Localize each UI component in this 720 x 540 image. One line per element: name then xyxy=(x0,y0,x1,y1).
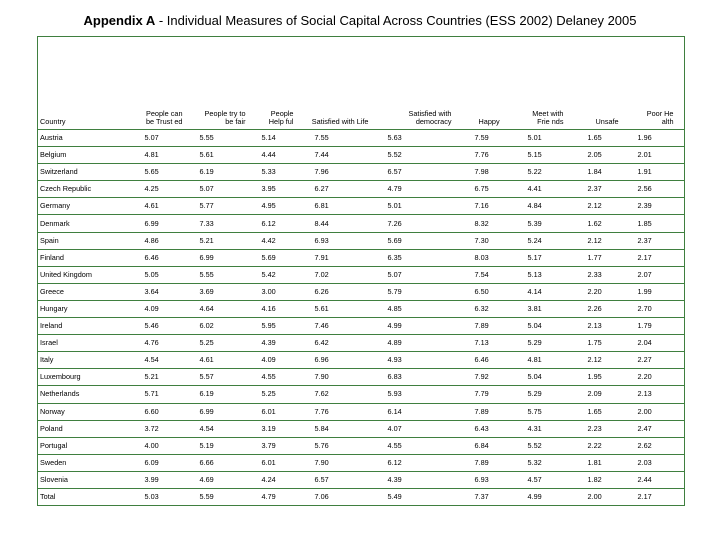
value-cell: 6.09 xyxy=(139,454,194,471)
value-cell: 5.25 xyxy=(194,335,256,352)
table-row xyxy=(38,198,685,215)
table-row xyxy=(38,147,685,164)
value-cell: 6.42 xyxy=(309,335,382,352)
value-cell: 6.46 xyxy=(139,249,194,266)
value-cell: 2.01 xyxy=(632,147,685,164)
value-cell: 1.81 xyxy=(582,454,632,471)
table-row xyxy=(38,232,685,249)
value-cell: 7.06 xyxy=(309,488,382,505)
title-bold: Appendix A xyxy=(83,13,156,28)
table-row xyxy=(38,300,685,317)
value-cell: 6.26 xyxy=(309,283,382,300)
value-cell: 7.13 xyxy=(469,335,522,352)
value-cell: 7.76 xyxy=(469,147,522,164)
country-cell: Switzerland xyxy=(38,164,139,181)
value-cell: 4.81 xyxy=(139,147,194,164)
country-cell: Denmark xyxy=(38,215,139,232)
value-cell: 5.42 xyxy=(256,266,309,283)
value-cell: 2.62 xyxy=(632,437,685,454)
value-cell: 5.05 xyxy=(139,266,194,283)
value-cell: 7.44 xyxy=(309,147,382,164)
value-cell: 5.77 xyxy=(194,198,256,215)
header-poor-health: Poor He alth xyxy=(632,37,685,130)
table-row xyxy=(38,181,685,198)
value-cell: 2.00 xyxy=(632,403,685,420)
value-cell: 2.09 xyxy=(582,386,632,403)
value-cell: 5.65 xyxy=(139,164,194,181)
value-cell: 5.25 xyxy=(256,386,309,403)
value-cell: 4.79 xyxy=(256,488,309,505)
value-cell: 2.05 xyxy=(582,147,632,164)
value-cell: 5.84 xyxy=(309,420,382,437)
page-title xyxy=(0,13,720,28)
value-cell: 5.04 xyxy=(522,369,582,386)
value-cell: 6.99 xyxy=(194,249,256,266)
table-row xyxy=(38,454,685,471)
value-cell: 6.96 xyxy=(309,352,382,369)
value-cell: 2.12 xyxy=(582,352,632,369)
value-cell: 2.12 xyxy=(582,198,632,215)
country-cell: Germany xyxy=(38,198,139,215)
table-row xyxy=(38,318,685,335)
value-cell: 6.19 xyxy=(194,164,256,181)
value-cell: 5.14 xyxy=(256,130,309,147)
header-row xyxy=(38,37,685,130)
value-cell: 6.57 xyxy=(382,164,469,181)
country-cell: Spain xyxy=(38,232,139,249)
value-cell: 5.69 xyxy=(382,232,469,249)
value-cell: 3.99 xyxy=(139,471,194,488)
table-row xyxy=(38,266,685,283)
value-cell: 5.71 xyxy=(139,386,194,403)
value-cell: 5.55 xyxy=(194,130,256,147)
header-trusted: People can be Trust ed xyxy=(139,37,194,130)
value-cell: 4.99 xyxy=(522,488,582,505)
value-cell: 3.95 xyxy=(256,181,309,198)
value-cell: 7.59 xyxy=(469,130,522,147)
value-cell: 4.42 xyxy=(256,232,309,249)
value-cell: 2.37 xyxy=(632,232,685,249)
value-cell: 2.07 xyxy=(632,266,685,283)
value-cell: 5.17 xyxy=(522,249,582,266)
value-cell: 4.69 xyxy=(194,471,256,488)
value-cell: 5.13 xyxy=(522,266,582,283)
value-cell: 1.82 xyxy=(582,471,632,488)
value-cell: 3.64 xyxy=(139,283,194,300)
country-cell: Sweden xyxy=(38,454,139,471)
country-cell: Israel xyxy=(38,335,139,352)
value-cell: 5.63 xyxy=(382,130,469,147)
value-cell: 6.93 xyxy=(309,232,382,249)
table-row xyxy=(38,164,685,181)
value-cell: 4.61 xyxy=(194,352,256,369)
value-cell: 5.22 xyxy=(522,164,582,181)
value-cell: 4.31 xyxy=(522,420,582,437)
country-cell: Portugal xyxy=(38,437,139,454)
value-cell: 7.79 xyxy=(469,386,522,403)
value-cell: 4.89 xyxy=(382,335,469,352)
value-cell: 2.56 xyxy=(632,181,685,198)
country-cell: Greece xyxy=(38,283,139,300)
value-cell: 5.33 xyxy=(256,164,309,181)
value-cell: 7.33 xyxy=(194,215,256,232)
value-cell: 6.93 xyxy=(469,471,522,488)
value-cell: 3.00 xyxy=(256,283,309,300)
value-cell: 2.12 xyxy=(582,232,632,249)
value-cell: 2.47 xyxy=(632,420,685,437)
table-row xyxy=(38,335,685,352)
value-cell: 6.32 xyxy=(469,300,522,317)
country-cell: Netherlands xyxy=(38,386,139,403)
value-cell: 7.02 xyxy=(309,266,382,283)
value-cell: 3.81 xyxy=(522,300,582,317)
value-cell: 4.24 xyxy=(256,471,309,488)
value-cell: 1.91 xyxy=(632,164,685,181)
country-cell: United Kingdom xyxy=(38,266,139,283)
value-cell: 7.92 xyxy=(469,369,522,386)
value-cell: 2.13 xyxy=(632,386,685,403)
value-cell: 1.62 xyxy=(582,215,632,232)
value-cell: 8.44 xyxy=(309,215,382,232)
value-cell: 2.39 xyxy=(632,198,685,215)
value-cell: 4.09 xyxy=(256,352,309,369)
value-cell: 5.76 xyxy=(309,437,382,454)
value-cell: 5.57 xyxy=(194,369,256,386)
value-cell: 5.75 xyxy=(522,403,582,420)
header-meet-friends: Meet with Frie nds xyxy=(522,37,582,130)
value-cell: 5.01 xyxy=(382,198,469,215)
value-cell: 7.89 xyxy=(469,403,522,420)
table-row xyxy=(38,249,685,266)
table-row xyxy=(38,130,685,147)
table-row xyxy=(38,215,685,232)
value-cell: 5.93 xyxy=(382,386,469,403)
value-cell: 5.39 xyxy=(522,215,582,232)
value-cell: 4.44 xyxy=(256,147,309,164)
country-cell: Austria xyxy=(38,130,139,147)
value-cell: 2.17 xyxy=(632,249,685,266)
value-cell: 1.77 xyxy=(582,249,632,266)
value-cell: 4.25 xyxy=(139,181,194,198)
value-cell: 5.01 xyxy=(522,130,582,147)
country-cell: Norway xyxy=(38,403,139,420)
value-cell: 6.99 xyxy=(194,403,256,420)
value-cell: 7.89 xyxy=(469,318,522,335)
value-cell: 7.76 xyxy=(309,403,382,420)
table-row xyxy=(38,283,685,300)
value-cell: 2.27 xyxy=(632,352,685,369)
value-cell: 5.61 xyxy=(309,300,382,317)
table-row xyxy=(38,386,685,403)
value-cell: 7.98 xyxy=(469,164,522,181)
value-cell: 7.26 xyxy=(382,215,469,232)
value-cell: 4.81 xyxy=(522,352,582,369)
country-cell: Total xyxy=(38,488,139,505)
value-cell: 7.55 xyxy=(309,130,382,147)
country-cell: Finland xyxy=(38,249,139,266)
header-democracy: Satisfied with democracy xyxy=(382,37,469,130)
value-cell: 5.52 xyxy=(522,437,582,454)
value-cell: 6.01 xyxy=(256,403,309,420)
value-cell: 1.65 xyxy=(582,403,632,420)
value-cell: 4.39 xyxy=(382,471,469,488)
value-cell: 2.70 xyxy=(632,300,685,317)
value-cell: 4.07 xyxy=(382,420,469,437)
value-cell: 4.55 xyxy=(382,437,469,454)
value-cell: 3.19 xyxy=(256,420,309,437)
value-cell: 6.57 xyxy=(309,471,382,488)
header-helpful: People Help ful xyxy=(256,37,309,130)
value-cell: 6.46 xyxy=(469,352,522,369)
value-cell: 1.96 xyxy=(632,130,685,147)
value-cell: 2.23 xyxy=(582,420,632,437)
value-cell: 3.79 xyxy=(256,437,309,454)
value-cell: 5.24 xyxy=(522,232,582,249)
value-cell: 5.04 xyxy=(522,318,582,335)
value-cell: 4.86 xyxy=(139,232,194,249)
title-rest: - Individual Measures of Social Capital Across Countries (ESS 2002) Delaney 2005 xyxy=(155,13,637,28)
value-cell: 3.72 xyxy=(139,420,194,437)
value-cell: 5.32 xyxy=(522,454,582,471)
value-cell: 2.20 xyxy=(582,283,632,300)
value-cell: 5.03 xyxy=(139,488,194,505)
value-cell: 4.41 xyxy=(522,181,582,198)
value-cell: 2.04 xyxy=(632,335,685,352)
value-cell: 6.60 xyxy=(139,403,194,420)
value-cell: 5.19 xyxy=(194,437,256,454)
country-cell: Czech Republic xyxy=(38,181,139,198)
value-cell: 5.61 xyxy=(194,147,256,164)
country-cell: Ireland xyxy=(38,318,139,335)
value-cell: 1.95 xyxy=(582,369,632,386)
value-cell: 7.37 xyxy=(469,488,522,505)
value-cell: 5.59 xyxy=(194,488,256,505)
value-cell: 6.01 xyxy=(256,454,309,471)
table-row xyxy=(38,403,685,420)
value-cell: 6.84 xyxy=(469,437,522,454)
value-cell: 4.09 xyxy=(139,300,194,317)
value-cell: 7.96 xyxy=(309,164,382,181)
country-cell: Belgium xyxy=(38,147,139,164)
value-cell: 5.21 xyxy=(194,232,256,249)
value-cell: 5.52 xyxy=(382,147,469,164)
header-happy: Happy xyxy=(469,37,522,130)
value-cell: 7.54 xyxy=(469,266,522,283)
value-cell: 6.66 xyxy=(194,454,256,471)
value-cell: 2.03 xyxy=(632,454,685,471)
value-cell: 2.37 xyxy=(582,181,632,198)
value-cell: 3.69 xyxy=(194,283,256,300)
value-cell: 4.54 xyxy=(139,352,194,369)
header-life: Satisfied with Life xyxy=(309,37,382,130)
table-row xyxy=(38,352,685,369)
value-cell: 1.85 xyxy=(632,215,685,232)
value-cell: 7.91 xyxy=(309,249,382,266)
value-cell: 5.46 xyxy=(139,318,194,335)
value-cell: 1.99 xyxy=(632,283,685,300)
value-cell: 8.32 xyxy=(469,215,522,232)
header-country: Country xyxy=(38,37,139,130)
value-cell: 5.95 xyxy=(256,318,309,335)
value-cell: 2.13 xyxy=(582,318,632,335)
table-row xyxy=(38,420,685,437)
value-cell: 4.85 xyxy=(382,300,469,317)
value-cell: 4.61 xyxy=(139,198,194,215)
value-cell: 5.07 xyxy=(139,130,194,147)
value-cell: 6.83 xyxy=(382,369,469,386)
value-cell: 7.30 xyxy=(469,232,522,249)
value-cell: 6.27 xyxy=(309,181,382,198)
value-cell: 6.99 xyxy=(139,215,194,232)
value-cell: 2.26 xyxy=(582,300,632,317)
country-cell: Poland xyxy=(38,420,139,437)
value-cell: 4.54 xyxy=(194,420,256,437)
value-cell: 5.15 xyxy=(522,147,582,164)
value-cell: 4.57 xyxy=(522,471,582,488)
value-cell: 4.16 xyxy=(256,300,309,317)
header-fair: People try to be fair xyxy=(194,37,256,130)
value-cell: 5.29 xyxy=(522,386,582,403)
value-cell: 7.62 xyxy=(309,386,382,403)
value-cell: 6.35 xyxy=(382,249,469,266)
value-cell: 5.21 xyxy=(139,369,194,386)
value-cell: 4.39 xyxy=(256,335,309,352)
value-cell: 7.16 xyxy=(469,198,522,215)
value-cell: 1.75 xyxy=(582,335,632,352)
table-row xyxy=(38,471,685,488)
value-cell: 4.00 xyxy=(139,437,194,454)
value-cell: 5.79 xyxy=(382,283,469,300)
value-cell: 5.07 xyxy=(382,266,469,283)
value-cell: 4.99 xyxy=(382,318,469,335)
value-cell: 6.50 xyxy=(469,283,522,300)
value-cell: 1.84 xyxy=(582,164,632,181)
value-cell: 6.19 xyxy=(194,386,256,403)
value-cell: 5.07 xyxy=(194,181,256,198)
value-cell: 6.14 xyxy=(382,403,469,420)
value-cell: 7.90 xyxy=(309,454,382,471)
value-cell: 4.79 xyxy=(382,181,469,198)
value-cell: 2.22 xyxy=(582,437,632,454)
country-cell: Luxembourg xyxy=(38,369,139,386)
value-cell: 5.49 xyxy=(382,488,469,505)
value-cell: 2.33 xyxy=(582,266,632,283)
value-cell: 4.76 xyxy=(139,335,194,352)
value-cell: 4.14 xyxy=(522,283,582,300)
value-cell: 2.17 xyxy=(632,488,685,505)
value-cell: 4.84 xyxy=(522,198,582,215)
value-cell: 5.69 xyxy=(256,249,309,266)
value-cell: 7.90 xyxy=(309,369,382,386)
value-cell: 1.65 xyxy=(582,130,632,147)
table-row xyxy=(38,369,685,386)
value-cell: 4.55 xyxy=(256,369,309,386)
value-cell: 6.43 xyxy=(469,420,522,437)
value-cell: 6.12 xyxy=(256,215,309,232)
value-cell: 2.20 xyxy=(632,369,685,386)
value-cell: 4.93 xyxy=(382,352,469,369)
value-cell: 4.64 xyxy=(194,300,256,317)
value-cell: 7.46 xyxy=(309,318,382,335)
table-row xyxy=(38,488,685,505)
value-cell: 7.89 xyxy=(469,454,522,471)
value-cell: 1.79 xyxy=(632,318,685,335)
value-cell: 6.75 xyxy=(469,181,522,198)
value-cell: 6.12 xyxy=(382,454,469,471)
country-cell: Hungary xyxy=(38,300,139,317)
value-cell: 2.44 xyxy=(632,471,685,488)
value-cell: 5.29 xyxy=(522,335,582,352)
value-cell: 5.55 xyxy=(194,266,256,283)
header-unsafe: Unsafe xyxy=(582,37,632,130)
table-row xyxy=(38,437,685,454)
value-cell: 6.81 xyxy=(309,198,382,215)
value-cell: 6.02 xyxy=(194,318,256,335)
value-cell: 4.95 xyxy=(256,198,309,215)
value-cell: 2.00 xyxy=(582,488,632,505)
country-cell: Slovenia xyxy=(38,471,139,488)
country-cell: Italy xyxy=(38,352,139,369)
value-cell: 8.03 xyxy=(469,249,522,266)
social-capital-table xyxy=(37,36,685,506)
